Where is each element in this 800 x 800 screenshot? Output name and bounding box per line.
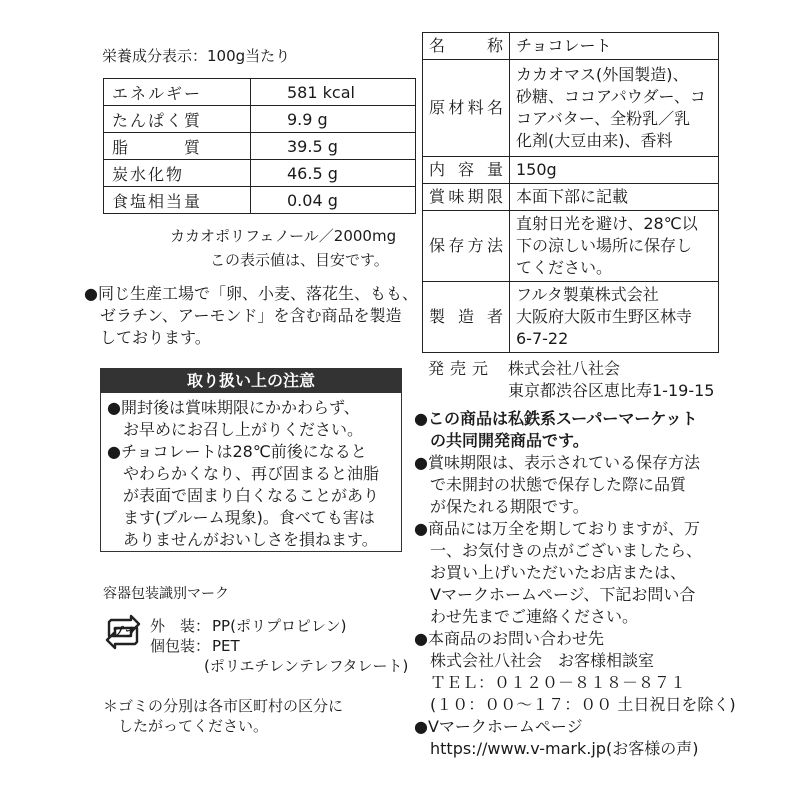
nutrition-label: 脂 質 [104, 133, 251, 160]
spec-label: 原材料名 [423, 60, 510, 157]
outer-packaging-value: PP(ポリプロピレン) [212, 617, 347, 635]
caution-line: ます(ブルーム現象)。食べても害は [123, 508, 375, 527]
note-line: ●本商品のお問い合わせ先 [414, 629, 604, 648]
spec-value-line: てください。 [516, 258, 613, 277]
seller-name: 株式会社八社会 [508, 359, 621, 378]
disposal-note: したがってください。 [118, 717, 269, 735]
caution-title: 取り扱い上の注意 [101, 369, 401, 393]
note-line: で未開封の状態で保存した際に品質 [430, 475, 687, 494]
outer-packaging-label: 外 装： [150, 617, 211, 635]
spec-value [510, 60, 719, 157]
recycle-title: 容器包装識別マーク [103, 586, 229, 602]
table-row [104, 79, 416, 106]
nutrition-value: 39.5 g [251, 133, 416, 160]
pla-mark-text: プラ [112, 625, 137, 639]
spec-value-line: 大阪府大阪市生野区林寺 [516, 307, 693, 326]
note-line: ●Vマークホームページ [414, 717, 583, 736]
spec-value-line: 下の涼しい場所に保存し [516, 236, 693, 255]
nutrition-table [103, 78, 416, 214]
pla-recycle-icon [103, 612, 143, 652]
spec-label: 内容量 [423, 157, 510, 184]
table-row [423, 60, 719, 157]
note-line: (１０：００～１７：００ 土日祝日を除く) [430, 695, 736, 714]
caution-line: お早めにお召し上がりください。 [123, 420, 364, 439]
spec-label: 名 称 [423, 33, 510, 60]
spec-value-line: コアバター、全粉乳／乳 [516, 109, 691, 128]
spec-label: 賞味期限 [423, 184, 510, 211]
caution-line: やわらかくなり、再び固まると油脂 [123, 464, 380, 483]
table-row [104, 187, 416, 214]
spec-value: 150g [510, 157, 719, 184]
spec-value-line: フルタ製菓株式会社 [516, 285, 659, 304]
spec-value-line: 6-7-22 [516, 329, 569, 348]
nutrition-title: 栄養成分表示：100g当たり [102, 47, 291, 65]
disposal-note: ＊ゴミの分別は各市区町村の区分に [103, 697, 344, 715]
note-line: 一、お気付きの点がございましたら、 [430, 541, 703, 560]
table-row [423, 282, 719, 353]
product-spec-table [422, 32, 719, 353]
nutrition-value: 46.5 g [251, 160, 416, 187]
caution-line: が表面で固まり白くなることがあり [123, 486, 380, 505]
spec-value-line: 砂糖、ココアパウダー、コ [516, 87, 706, 106]
spec-value [510, 282, 719, 353]
nutrition-label: エネルギー [104, 79, 251, 106]
note-line: わせ先までご連絡ください。 [430, 607, 639, 626]
nutrition-value: 0.04 g [251, 187, 416, 214]
note-line: ●賞味期限は、表示されている保存方法 [414, 453, 700, 472]
spec-label: 保存方法 [423, 211, 510, 282]
right-notes [414, 408, 794, 760]
caution-line: ●チョコレートは28℃前後になると [107, 442, 367, 461]
seller-address: 東京都渋谷区恵比寿1-19-15 [508, 381, 715, 400]
table-row [423, 211, 719, 282]
inner-packaging-value: PET [212, 637, 240, 655]
note-line: 株式会社八社会 お客様相談室 [430, 651, 655, 670]
seller-label: 発売元 [428, 359, 495, 378]
note-line: の共同開発商品です。 [430, 431, 589, 450]
table-row [104, 106, 416, 133]
spec-value: 本面下部に記載 [510, 184, 719, 211]
spec-label: 製造者 [423, 282, 510, 353]
spec-value-line: 直射日光を避け、28℃以 [516, 214, 698, 233]
note-line: お買い上げいただいたお店または、 [430, 563, 687, 582]
allergen-line: ゼラチン、アーモンド」を含む商品を製造 [100, 306, 402, 325]
vmark-url[interactable]: https://www.v-mark.jp(お客様の声) [430, 739, 699, 758]
allergen-line: しております。 [100, 328, 211, 347]
caution-box [100, 368, 402, 552]
spec-value [510, 211, 719, 282]
nutrition-label: たんぱく質 [104, 106, 251, 133]
table-row [423, 184, 719, 211]
note-line: ●商品には万全を期しておりますが、万 [414, 519, 700, 538]
note-line: Vマークホームページ、下記お問い合 [430, 585, 696, 604]
inner-packaging-value-detail: (ポリエチレンテレフタレート) [204, 657, 409, 675]
table-row [423, 157, 719, 184]
table-row [104, 133, 416, 160]
nutrition-label: 食塩相当量 [104, 187, 251, 214]
note-line: が保たれる期限です。 [430, 497, 589, 516]
table-row [104, 160, 416, 187]
table-row [423, 33, 719, 60]
spec-value: チョコレート [510, 33, 719, 60]
caution-line: ありませんがおいしさを損ねます。 [123, 530, 378, 549]
spec-value-line: 化剤(大豆由来)、香料 [516, 131, 673, 150]
note-line: ＴＥＬ：０１２０－８１８－８７１ [430, 673, 687, 692]
spec-value-line: カカオマス(外国製造)、 [516, 65, 689, 84]
caution-line: ●開封後は賞味期限にかかわらず、 [107, 398, 360, 417]
nutrition-label: 炭水化物 [104, 160, 251, 187]
nutrition-value: 9.9 g [251, 106, 416, 133]
note-line: ●この商品は私鉄系スーパーマーケット [414, 409, 698, 428]
nutrition-value: 581 kcal [251, 79, 416, 106]
inner-packaging-label: 個包装： [150, 637, 211, 655]
polyphenol-text: カカオポリフェノール／2000mg [170, 227, 397, 245]
nutrition-note: この表示値は、目安です。 [210, 251, 389, 269]
allergen-line: ●同じ生産工場で「卵、小麦、落花生、もも、 [84, 284, 418, 303]
